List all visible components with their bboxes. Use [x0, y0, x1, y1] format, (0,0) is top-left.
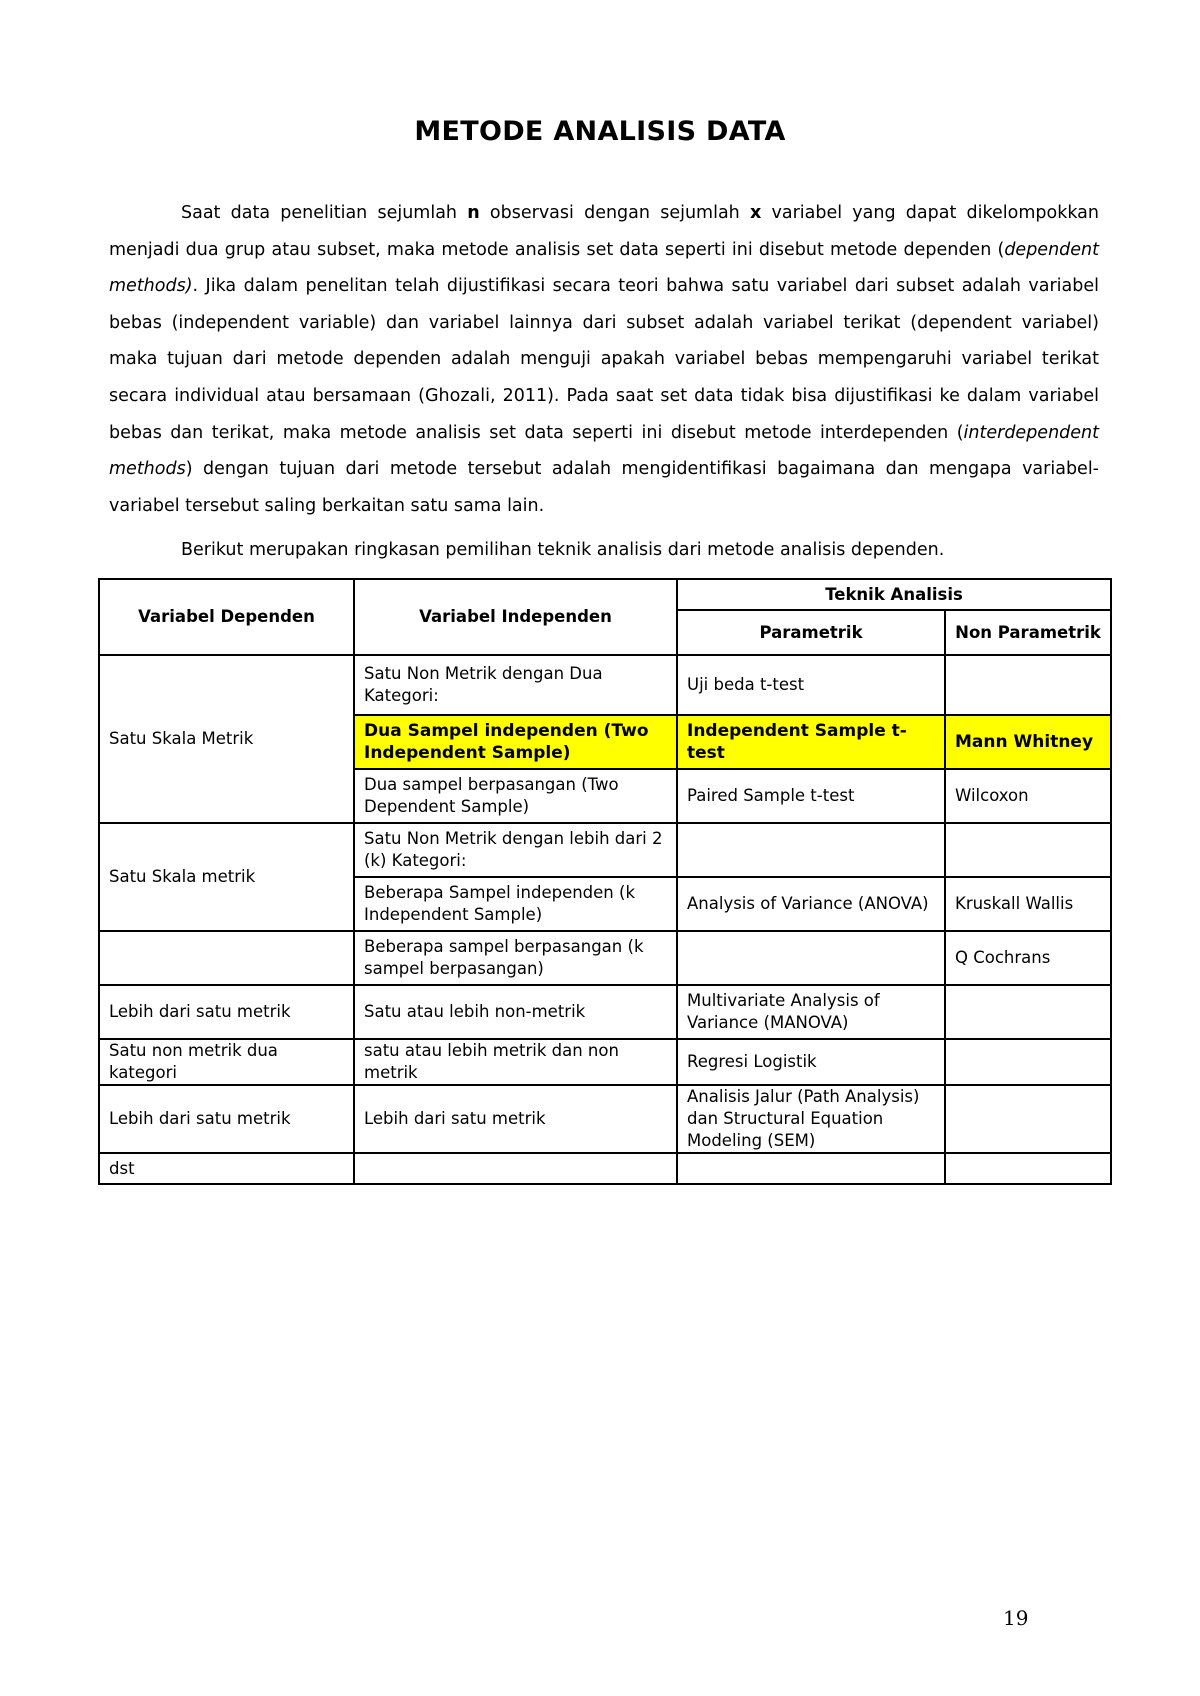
header-non-parametrik: Non Parametrik — [945, 610, 1111, 655]
italic-interdependent-methods: interdependent methods — [109, 422, 1099, 480]
intro-paragraph — [109, 195, 1099, 524]
cell-dependent — [99, 931, 354, 985]
cell-parametric — [677, 823, 945, 877]
cell-nonparametric — [945, 655, 1111, 715]
bold-n: n — [467, 203, 480, 223]
cell-independent: Satu Non Metrik dengan lebih dari 2 (k) Kategori: — [354, 823, 677, 877]
header-teknik-analisis: Teknik Analisis — [677, 579, 1111, 610]
cell-nonparametric — [945, 985, 1111, 1039]
cell-nonparametric: Q Cochrans — [945, 931, 1111, 985]
analysis-technique-table — [98, 578, 1112, 1185]
cell-parametric: Multivariate Analysis of Variance (MANOVA) — [677, 985, 945, 1039]
cell-nonparametric: Wilcoxon — [945, 769, 1111, 823]
cell-parametric: Analysis of Variance (ANOVA) — [677, 877, 945, 931]
cell-nonparametric — [945, 1039, 1111, 1085]
cell-independent: Satu Non Metrik dengan Dua Kategori: — [354, 655, 677, 715]
cell-nonparametric — [945, 1085, 1111, 1153]
page-number: 19 — [1003, 1606, 1029, 1630]
cell-dependent: Lebih dari satu metrik — [99, 1085, 354, 1153]
cell-dependent: Satu Skala Metrik — [99, 655, 354, 823]
page-title: METODE ANALISIS DATA — [414, 116, 786, 147]
cell-independent: Satu atau lebih non-metrik — [354, 985, 677, 1039]
cell-independent: Lebih dari satu metrik — [354, 1085, 677, 1153]
cell-independent: Dua sampel berpasangan (Two Dependent Sample) — [354, 769, 677, 823]
cell-dependent: Satu non metrik dua kategori — [99, 1039, 354, 1085]
summary-lead-text: Berikut merupakan ringkasan pemilihan teknik analisis dari metode analisis dependen. — [181, 540, 945, 560]
cell-parametric: Regresi Logistik — [677, 1039, 945, 1085]
header-variabel-independen: Variabel Independen — [354, 579, 677, 655]
cell-independent-highlighted: Dua Sampel independen (Two Independent Sample) — [354, 715, 677, 769]
summary-lead-paragraph — [109, 535, 1099, 565]
cell-parametric: Paired Sample t-test — [677, 769, 945, 823]
cell-parametric: Analisis Jalur (Path Analysis) dan Structural Equation Modeling (SEM) — [677, 1085, 945, 1153]
header-variabel-dependen: Variabel Dependen — [99, 579, 354, 655]
bold-x: x — [749, 203, 762, 223]
cell-nonparametric-highlighted: Mann Whitney — [945, 715, 1111, 769]
cell-dependent: Satu Skala metrik — [99, 823, 354, 931]
cell-parametric: Uji beda t-test — [677, 655, 945, 715]
cell-independent: Beberapa Sampel independen (k Independent Sample) — [354, 877, 677, 931]
header-parametrik: Parametrik — [677, 610, 945, 655]
cell-nonparametric — [945, 823, 1111, 877]
cell-parametric — [677, 931, 945, 985]
text-run: ) dengan tujuan dari metode tersebut adalah mengidentifikasi bagaimana dan mengapa variabel-variabel tersebut saling berkaitan satu sama lain. — [109, 459, 1099, 516]
cell-nonparametric — [945, 1153, 1111, 1184]
text-run: variabel yang dapat dikelompokkan menjadi dua grup atau subset, maka metode analisis set data seperti ini disebut metode dependen ( — [109, 203, 1099, 260]
cell-parametric-highlighted: Independent Sample t-test — [677, 715, 945, 769]
italic-dependent-methods: dependent methods) — [109, 239, 1099, 297]
cell-dependent: dst — [99, 1153, 354, 1184]
cell-parametric — [677, 1153, 945, 1184]
cell-dependent: Lebih dari satu metrik — [99, 985, 354, 1039]
text-run: observasi dengan sejumlah — [479, 203, 750, 223]
text-run: Saat data penelitian sejumlah — [181, 203, 468, 223]
cell-independent: satu atau lebih metrik dan non metrik — [354, 1039, 677, 1085]
cell-independent: Beberapa sampel berpasangan (k sampel berpasangan) — [354, 931, 677, 985]
text-run: . Jika dalam penelitan telah dijustifikasi secara teori bahwa satu variabel dari subset adalah variabel bebas (independent variable) dan variabel lainnya dari subset adalah variabel terikat (dependent variabel) maka tujuan dari metode dependen adalah menguji apakah variabel bebas mempengaruhi variabel terikat secara individual atau bersamaan (Ghozali, 2011). Pada saat set data tidak bisa dijustifikasi ke dalam variabel bebas dan terikat, maka metode analisis set data seperti ini disebut metode interdependen ( — [109, 276, 1099, 443]
cell-nonparametric: Kruskall Wallis — [945, 877, 1111, 931]
cell-independent — [354, 1153, 677, 1184]
